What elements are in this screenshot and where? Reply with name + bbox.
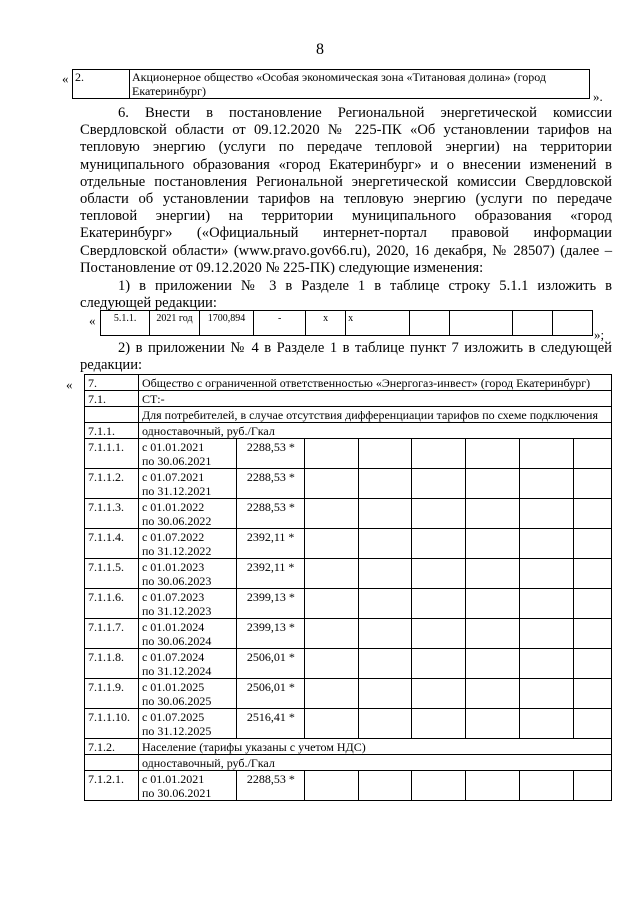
cell [552, 311, 592, 336]
empty-cell [520, 771, 574, 801]
period-end: по 31.12.2025 [141, 724, 212, 738]
period-start: с 01.01.2021 [141, 772, 205, 786]
period-end: по 30.06.2025 [141, 694, 212, 708]
empty-cell [574, 679, 612, 709]
empty-cell [466, 439, 520, 469]
period [138, 589, 236, 619]
empty-cell [520, 709, 574, 739]
tariff-value: 2399,13 * [236, 619, 304, 649]
cell [512, 311, 552, 336]
period-end: по 31.12.2024 [141, 664, 212, 678]
row-number: 7.1.1.7. [85, 619, 139, 649]
period [138, 649, 236, 679]
empty-cell [466, 709, 520, 739]
tariff-value: 2399,13 * [236, 589, 304, 619]
empty-cell [466, 771, 520, 801]
period-end: по 31.12.2023 [141, 604, 212, 618]
cell [409, 311, 449, 336]
period-start: с 01.01.2022 [141, 500, 205, 514]
period-end: по 31.12.2022 [141, 544, 212, 558]
row-number: 7.1.1.6. [85, 589, 139, 619]
empty-cell [412, 709, 466, 739]
one-rate-number: 7.1.1. [85, 423, 139, 439]
empty-cell [412, 679, 466, 709]
row-number: 2. [73, 70, 130, 99]
row-number: 7.1.1.1. [85, 439, 139, 469]
empty-cell [412, 619, 466, 649]
page-number: 8 [316, 41, 324, 58]
table-row [85, 439, 612, 469]
empty-cell [466, 559, 520, 589]
table-row [85, 619, 612, 649]
period-start: с 01.01.2021 [141, 440, 205, 454]
period-start: с 01.07.2023 [141, 590, 205, 604]
replacement-table-2 [100, 310, 593, 336]
empty-cell [520, 559, 574, 589]
cell: - [254, 311, 306, 336]
table-row [85, 771, 612, 801]
period [138, 559, 236, 589]
row-number: 7.1.2.1. [85, 771, 139, 801]
period-start: с 01.07.2022 [141, 530, 205, 544]
period-start: с 01.07.2021 [141, 470, 205, 484]
empty-cell [520, 529, 574, 559]
close-quote-2: »; [594, 327, 605, 342]
empty-cell [574, 709, 612, 739]
empty-cell [574, 649, 612, 679]
table-row [85, 499, 612, 529]
empty-cell [304, 559, 358, 589]
empty-cell [520, 649, 574, 679]
period [138, 709, 236, 739]
table-row [85, 559, 612, 589]
cell: x [346, 311, 409, 336]
paragraph-6: 6. Внести в постановление Региональной энергетической комиссии Свердловской области от 09.12.2020 № 225-ПК «Об установлении тарифов на тепловую энергию (услуги по передаче тепловой энергии) на территории муниципального образования «город Екатеринбург» и о внесении изменений в отдельные постановления Региональной энергетической комиссии Свердловской области об установлении тарифов на тепловую энергию (услуги по передаче тепловой энергии) на территории муниципального образования «город Екатеринбург» («Официальный интернет-портал правовой информации Свердловской области» (www.pravo.gov66.ru), 2020, 16 декабря, № 28507) (далее – Постановление от 09.12.2020 № 225-ПК) следующие изменения: [80, 105, 612, 276]
empty-cell [466, 619, 520, 649]
tariff-value: 2288,53 * [236, 499, 304, 529]
cell [449, 311, 512, 336]
table-row [85, 469, 612, 499]
empty-cell [412, 469, 466, 499]
tariff-value: 2288,53 * [236, 771, 304, 801]
empty-cell [466, 469, 520, 499]
period [138, 771, 236, 801]
empty-cell [304, 649, 358, 679]
row-number: 7.1.1.5. [85, 559, 139, 589]
empty-cell [304, 771, 358, 801]
empty-cell [304, 709, 358, 739]
open-quote-2: « [89, 313, 96, 328]
item-1: 1) в приложении № 3 в Разделе 1 в таблице строку 5.1.1 изложить в следующей редакции: [80, 278, 612, 312]
period [138, 679, 236, 709]
row-number: 7.1.1.4. [85, 529, 139, 559]
st-label: СТ:- [138, 391, 611, 407]
population-number: 7.1.2. [85, 739, 139, 755]
tariff-value: 2506,01 * [236, 679, 304, 709]
empty-cell [412, 439, 466, 469]
item-2: 2) в приложении № 4 в Разделе 1 в таблице пункт 7 изложить в следующей редакции: [80, 340, 612, 374]
empty-cell [85, 407, 139, 423]
empty-cell [574, 499, 612, 529]
organization-name: Акционерное общество «Особая экономическая зона «Титановая долина» (город Екатеринбург) [130, 70, 590, 99]
empty-cell [574, 529, 612, 559]
empty-cell [574, 619, 612, 649]
empty-cell [466, 529, 520, 559]
empty-cell [358, 439, 412, 469]
period-end: по 30.06.2021 [141, 786, 212, 800]
empty-cell [412, 559, 466, 589]
empty-cell [574, 589, 612, 619]
empty-cell [574, 559, 612, 589]
empty-cell [358, 499, 412, 529]
empty-cell [574, 439, 612, 469]
empty-cell [520, 499, 574, 529]
period-start: с 01.01.2025 [141, 680, 205, 694]
cell: 5.1.1. [101, 311, 150, 336]
open-quote: « [62, 71, 69, 86]
tariff-value: 2392,11 * [236, 559, 304, 589]
empty-cell [304, 439, 358, 469]
empty-cell [358, 649, 412, 679]
empty-cell [520, 439, 574, 469]
empty-cell [358, 529, 412, 559]
period-start: с 01.01.2023 [141, 560, 205, 574]
empty-cell [304, 619, 358, 649]
population-rate-label: одноставочный, руб./Гкал [138, 755, 611, 771]
row-number: 7.1.1.10. [85, 709, 139, 739]
table-row [85, 709, 612, 739]
period-end: по 30.06.2024 [141, 634, 212, 648]
period [138, 529, 236, 559]
period-end: по 30.06.2022 [141, 514, 212, 528]
period-start: с 01.07.2025 [141, 710, 205, 724]
empty-cell [412, 499, 466, 529]
cell: 1700,894 [199, 311, 254, 336]
st-number: 7.1. [85, 391, 139, 407]
tariff-value: 2516,41 * [236, 709, 304, 739]
replacement-table-1 [72, 69, 590, 99]
empty-cell [304, 529, 358, 559]
empty-cell [358, 469, 412, 499]
empty-cell [466, 649, 520, 679]
empty-cell [85, 755, 139, 771]
period [138, 499, 236, 529]
table-row [85, 679, 612, 709]
empty-cell [358, 619, 412, 649]
population-label: Население (тарифы указаны с учетом НДС) [138, 739, 611, 755]
tariff-value: 2288,53 * [236, 469, 304, 499]
empty-cell [358, 709, 412, 739]
empty-cell [412, 771, 466, 801]
tariff-table [84, 374, 612, 801]
empty-cell [412, 589, 466, 619]
empty-cell [574, 771, 612, 801]
org-number: 7. [85, 375, 139, 391]
empty-cell [358, 679, 412, 709]
tariff-value: 2288,53 * [236, 439, 304, 469]
empty-cell [304, 499, 358, 529]
empty-cell [358, 559, 412, 589]
period [138, 439, 236, 469]
period-end: по 30.06.2023 [141, 574, 212, 588]
period-start: с 01.07.2024 [141, 650, 205, 664]
empty-cell [466, 679, 520, 709]
empty-cell [574, 469, 612, 499]
empty-cell [520, 619, 574, 649]
tariff-value: 2392,11 * [236, 529, 304, 559]
empty-cell [466, 589, 520, 619]
empty-cell [412, 529, 466, 559]
table-row [85, 649, 612, 679]
row-number: 7.1.1.3. [85, 499, 139, 529]
cell: 2021 год [150, 311, 199, 336]
one-rate-label: одноставочный, руб./Гкал [138, 423, 611, 439]
empty-cell [358, 589, 412, 619]
empty-cell [412, 649, 466, 679]
close-quote: ». [593, 89, 603, 104]
period-end: по 30.06.2021 [141, 454, 212, 468]
empty-cell [520, 469, 574, 499]
open-quote-3: « [66, 377, 73, 392]
period [138, 619, 236, 649]
empty-cell [466, 499, 520, 529]
consumers-label: Для потребителей, в случае отсутствия дифференциации тарифов по схеме подключения [138, 407, 611, 423]
org-name: Общество с ограниченной ответственностью «Энергогаз-инвест» (город Екатеринбург) [138, 375, 611, 391]
empty-cell [304, 589, 358, 619]
period-end: по 31.12.2021 [141, 484, 212, 498]
table-row [85, 589, 612, 619]
table-row [85, 529, 612, 559]
row-number: 7.1.1.8. [85, 649, 139, 679]
row-number: 7.1.1.9. [85, 679, 139, 709]
empty-cell [304, 469, 358, 499]
row-number: 7.1.1.2. [85, 469, 139, 499]
period-start: с 01.01.2024 [141, 620, 205, 634]
empty-cell [358, 771, 412, 801]
cell: x [306, 311, 346, 336]
empty-cell [520, 589, 574, 619]
period [138, 469, 236, 499]
empty-cell [304, 679, 358, 709]
empty-cell [520, 679, 574, 709]
tariff-value: 2506,01 * [236, 649, 304, 679]
